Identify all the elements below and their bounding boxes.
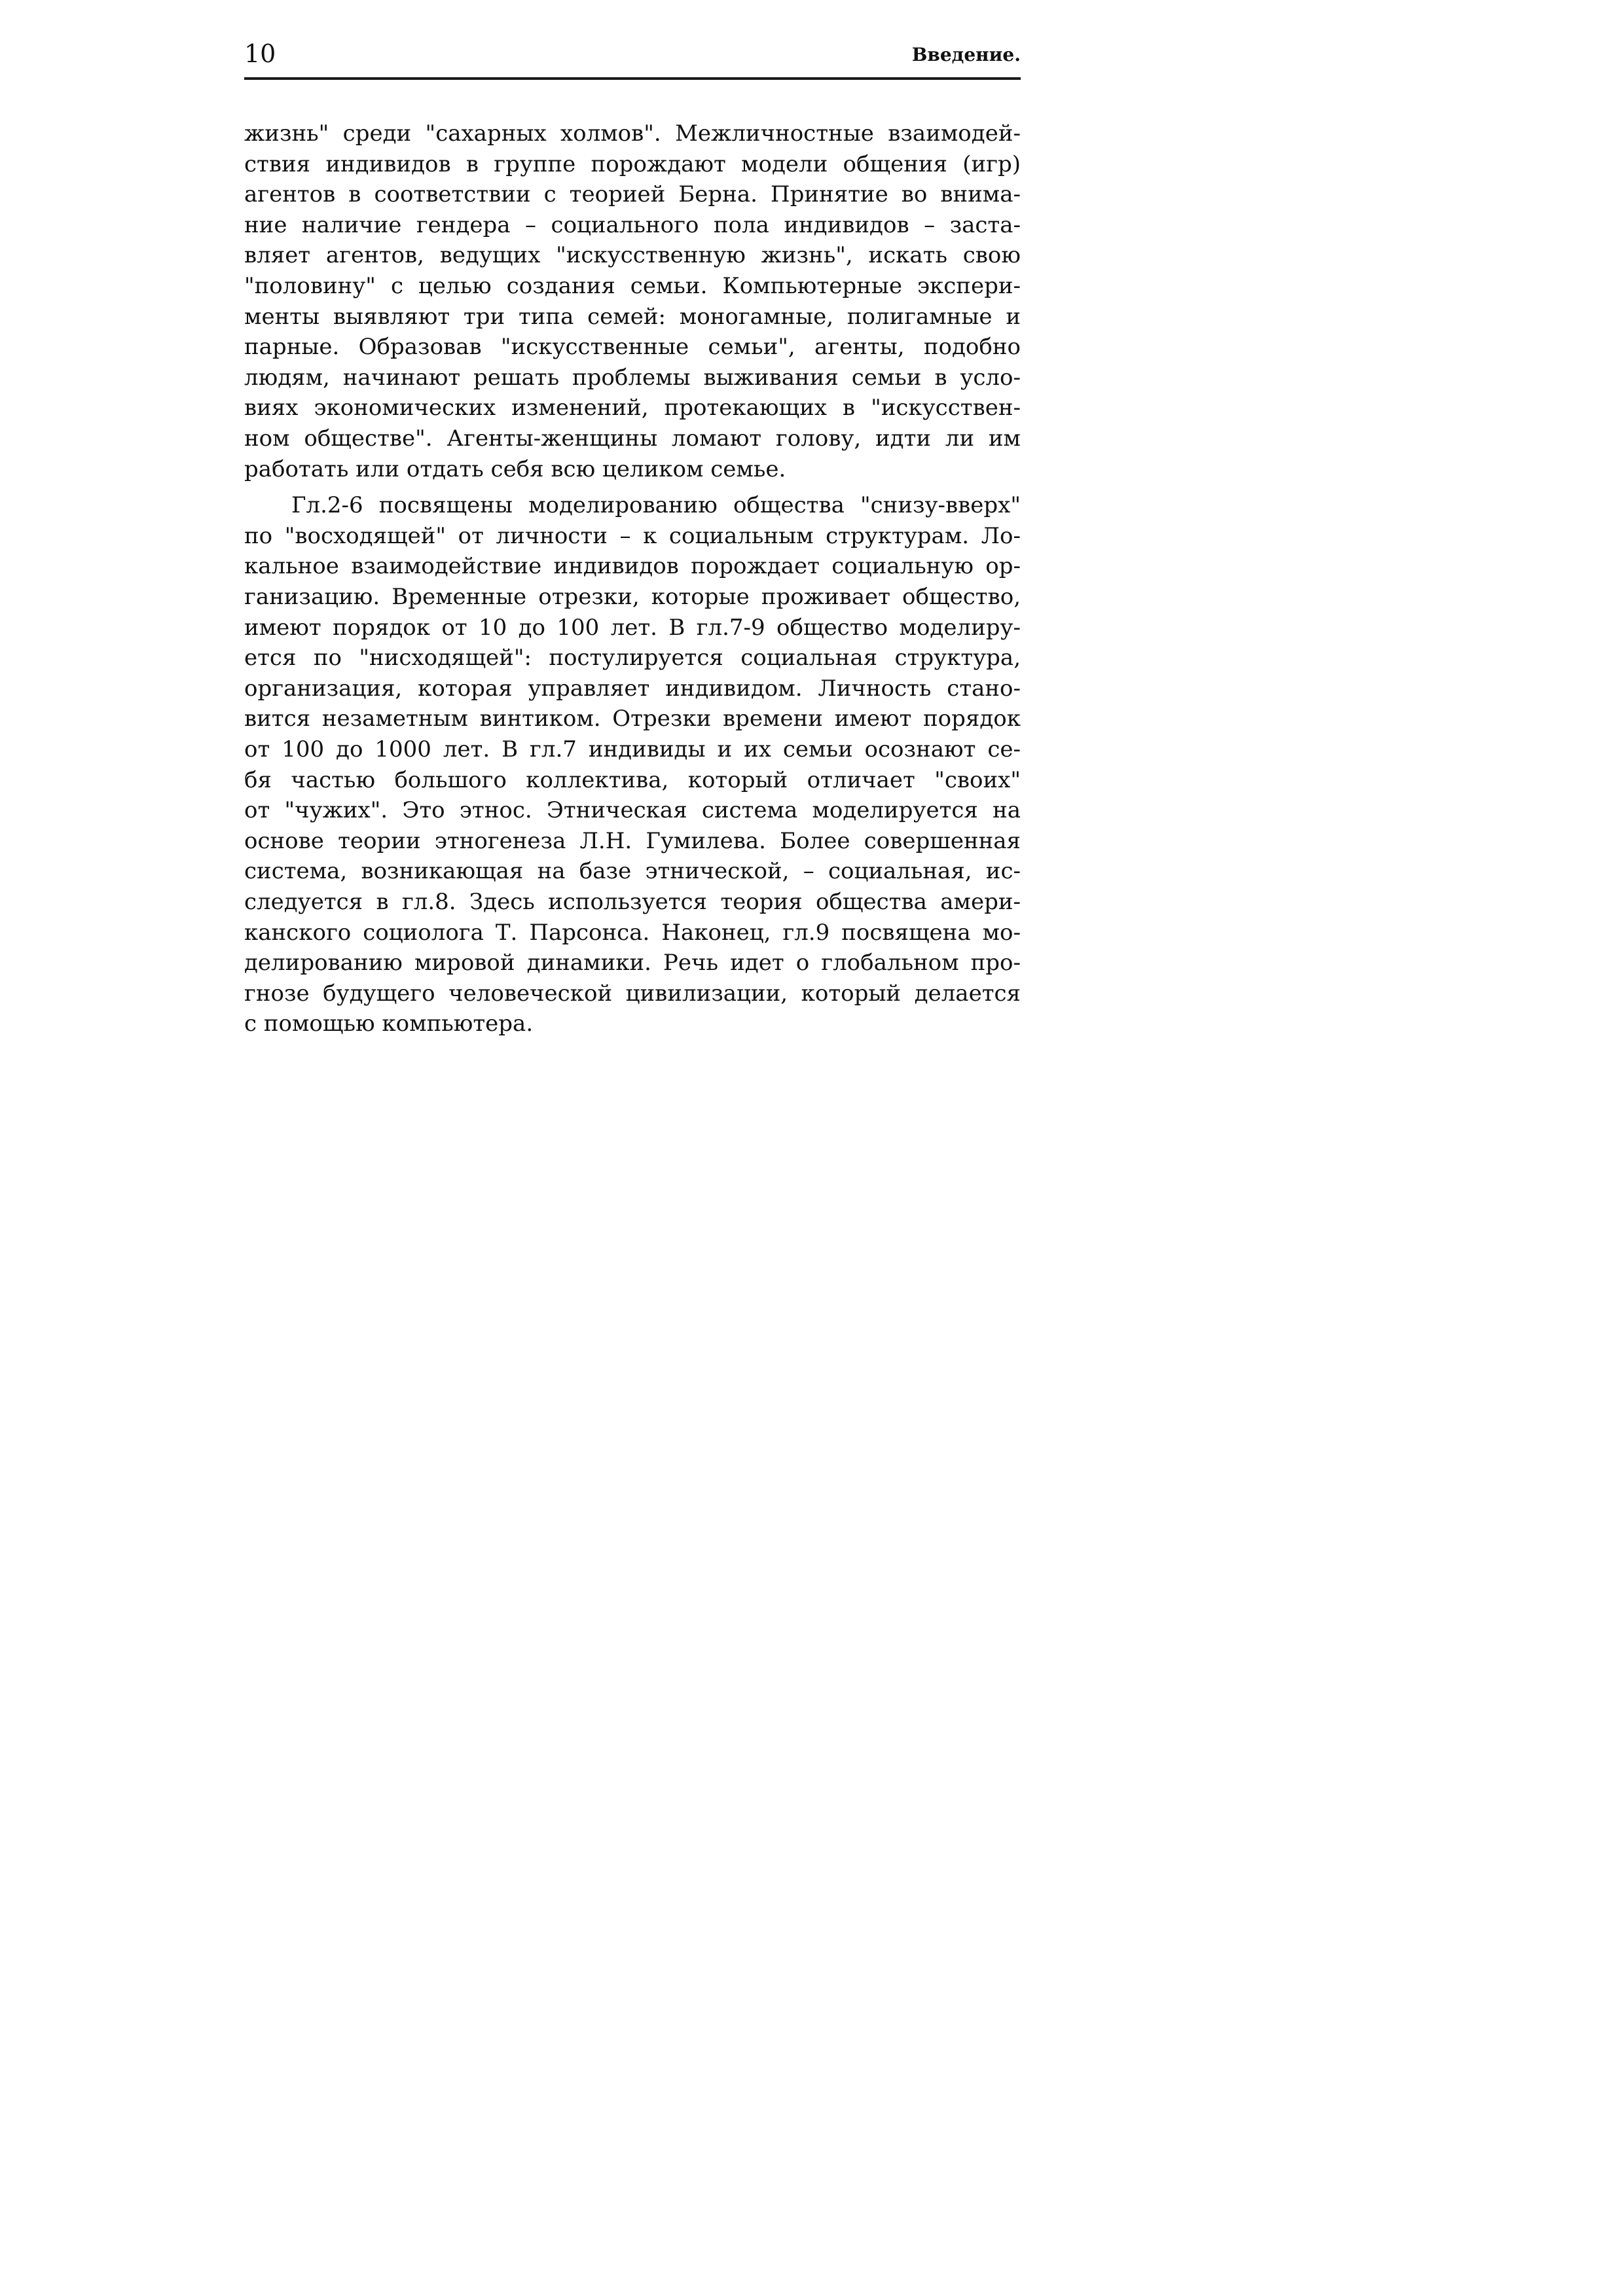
- text-line: ганизацию. Временные отрезки, которые проживает общество,: [244, 584, 1021, 610]
- text-line: от 100 до 1000 лет. В гл.7 индивиды и их семьи осознают се-: [244, 736, 1021, 762]
- text-line: людям, начинают решать проблемы выживания семьи в усло-: [244, 364, 1021, 391]
- text-line: ствия индивидов в группе порождают модели общения (игр): [244, 151, 1021, 177]
- text-line: по "восходящей" от личности – к социальным структурам. Ло-: [244, 522, 1021, 549]
- text-line: от "чужих". Это этнос. Этническая система моделируется на: [244, 797, 1021, 824]
- text-line: работать или отдать себя всю целиком семье.: [244, 456, 786, 482]
- text-line: агентов в соответствии с теорией Берна. Принятие во внима-: [244, 181, 1021, 208]
- text-line: ном обществе". Агенты-женщины ломают голову, идти ли им: [244, 425, 1021, 452]
- text-line: менты выявляют три типа семей: моногамные, полигамные и: [244, 303, 1021, 330]
- text-line: организация, которая управляет индивидом. Личность стано-: [244, 675, 1021, 702]
- text-line: Гл.2-6 посвящены моделированию общества "снизу-вверх": [291, 492, 1021, 519]
- text-line: бя частью большого коллектива, который отличает "своих": [244, 766, 1021, 793]
- text-line: виях экономических изменений, протекающих в "искусствен-: [244, 395, 1021, 422]
- text-line: вляет агентов, ведущих "искусственную жизнь", искать свою: [244, 242, 1021, 269]
- text-line: имеют порядок от 10 до 100 лет. В гл.7-9 общество моделиру-: [244, 614, 1021, 641]
- text-line: ется по "нисходящей": постулируется социальная структура,: [244, 645, 1021, 672]
- page-number: 10: [244, 39, 276, 68]
- text-line: основе теории этногенеза Л.Н. Гумилева. Более совершенная: [244, 827, 1021, 854]
- text-line: "половину" с целью создания семьи. Компьютерные экспери-: [244, 273, 1021, 299]
- text-line: вится незаметным винтиком. Отрезки времени имеют порядок: [244, 706, 1021, 732]
- text-line: кальное взаимодействие индивидов порождает социальную ор-: [244, 553, 1021, 580]
- text-line: система, возникающая на базе этнической, – социальная, ис-: [244, 858, 1021, 885]
- running-title: Введение.: [911, 44, 1021, 65]
- text-line: канского социолога Т. Парсонса. Наконец, гл.9 посвящена мо-: [244, 919, 1021, 946]
- page-header: [244, 34, 1021, 80]
- text-line: парные. Образовав "искусственные семьи", агенты, подобно: [244, 334, 1021, 361]
- text-line: следуется в гл.8. Здесь используется теория общества амери-: [244, 889, 1021, 915]
- text-line: гнозе будущего человеческой цивилизации, который делается: [244, 980, 1021, 1007]
- text-line: жизнь" среди "сахарных холмов". Межличностные взаимодей-: [244, 120, 1021, 147]
- text-line: ние наличие гендера – социального пола индивидов – заста-: [244, 211, 1021, 238]
- text-line: с помощью компьютера.: [244, 1011, 534, 1037]
- text-line: делированию мировой динамики. Речь идет о глобальном про-: [244, 950, 1021, 977]
